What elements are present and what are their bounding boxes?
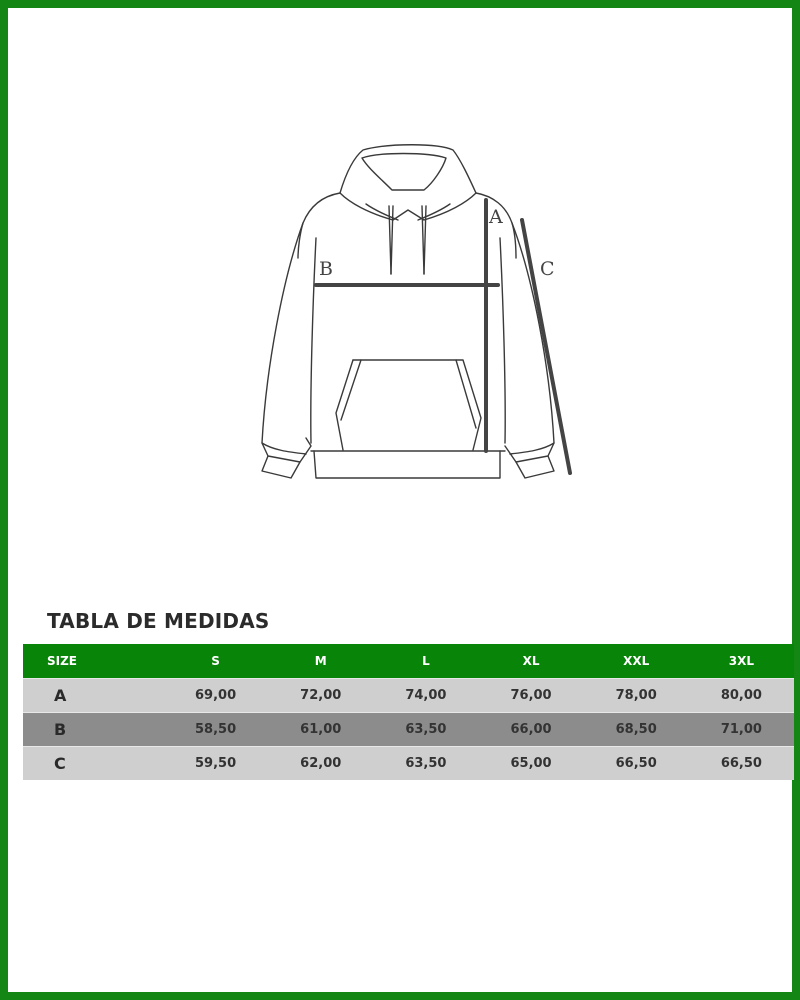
column-header-m: M: [314, 653, 327, 668]
table-cell: 63,50: [405, 721, 447, 737]
table-cell: 66,00: [510, 721, 552, 737]
measurement-label-b: B: [319, 258, 333, 280]
table-cell: 65,00: [510, 755, 552, 771]
table-cell: 69,00: [195, 687, 237, 703]
table-cell: 66,50: [720, 755, 762, 771]
table-cell: 66,50: [615, 755, 657, 771]
measurement-label-a: A: [489, 206, 503, 228]
column-header-s: S: [211, 653, 220, 668]
row-label: A: [54, 685, 67, 705]
table-cell: 68,50: [615, 721, 657, 737]
table-cell: 71,00: [720, 721, 762, 737]
table-cell: 74,00: [405, 687, 447, 703]
table-header-row: [23, 644, 794, 678]
table-cell: 59,50: [195, 755, 237, 771]
table-row: [23, 712, 794, 746]
table-cell: 76,00: [510, 687, 552, 703]
size-chart-table: [23, 644, 794, 780]
column-header-l: L: [422, 653, 430, 668]
table-cell: 80,00: [720, 687, 762, 703]
hoodie-icon: [248, 138, 588, 498]
page-title: TABLA DE MEDIDAS: [47, 609, 270, 633]
row-label: B: [54, 719, 67, 739]
table-cell: 61,00: [300, 721, 342, 737]
table-cell: 72,00: [300, 687, 342, 703]
table-row: [23, 678, 794, 712]
column-header-xl: XL: [522, 653, 540, 668]
table-cell: 58,50: [195, 721, 237, 737]
hoodie-measurement-diagram: [248, 138, 588, 498]
column-header-3xl: 3XL: [728, 653, 755, 668]
table-cell: 78,00: [615, 687, 657, 703]
column-header-xxl: XXL: [623, 653, 650, 668]
table-cell: 62,00: [300, 755, 342, 771]
column-header-size: SIZE: [47, 653, 78, 668]
table-row: [23, 746, 794, 780]
row-label: C: [54, 753, 66, 773]
table-cell: 63,50: [405, 755, 447, 771]
measurement-label-c: C: [540, 258, 555, 280]
